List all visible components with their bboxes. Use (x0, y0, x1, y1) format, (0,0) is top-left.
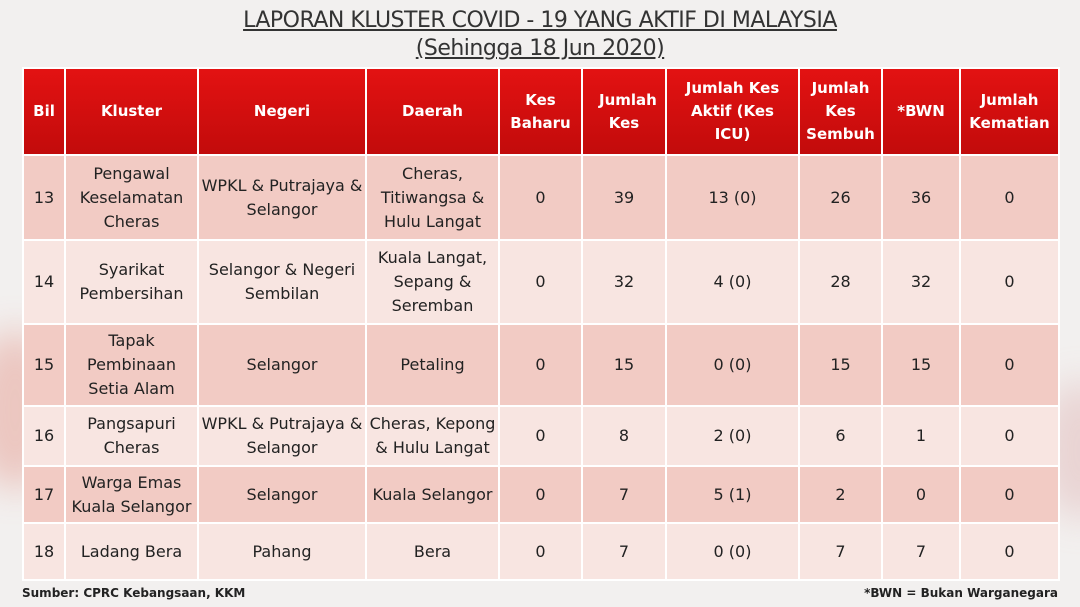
cell-kes-sembuh: 2 (799, 466, 882, 523)
cell-kes-baharu: 0 (499, 324, 582, 406)
cell-bwn: 1 (882, 406, 960, 466)
cell-bwn: 7 (882, 523, 960, 580)
cell-daerah: Cheras, Titiwangsa & Hulu Langat (366, 155, 499, 240)
cell-negeri: Pahang (198, 523, 366, 580)
cell-daerah: Petaling (366, 324, 499, 406)
header-jumlah-kes-sembuh: Jumlah Kes Sembuh (799, 68, 882, 155)
cell-bil: 15 (23, 324, 65, 406)
cell-kes-baharu: 0 (499, 466, 582, 523)
cell-daerah: Kuala Selangor (366, 466, 499, 523)
cell-bil: 13 (23, 155, 65, 240)
cell-bwn: 32 (882, 240, 960, 324)
header-jumlah-kes: Jumlah Kes (582, 68, 666, 155)
cell-negeri: WPKL & Putrajaya & Selangor (198, 155, 366, 240)
cell-kes-baharu: 0 (499, 240, 582, 324)
cell-kematian: 0 (960, 324, 1059, 406)
cell-kematian: 0 (960, 240, 1059, 324)
cell-jumlah-kes: 39 (582, 155, 666, 240)
header-jumlah-kematian: Jumlah Kematian (960, 68, 1059, 155)
cell-daerah: Bera (366, 523, 499, 580)
cell-kes-sembuh: 26 (799, 155, 882, 240)
cell-jumlah-kes: 15 (582, 324, 666, 406)
cell-kematian: 0 (960, 155, 1059, 240)
cell-kluster: Tapak Pembinaan Setia Alam (65, 324, 198, 406)
header-kes-baharu: Kes Baharu (499, 68, 582, 155)
cell-kes-baharu: 0 (499, 406, 582, 466)
cell-kes-aktif: 4 (0) (666, 240, 799, 324)
page-title: LAPORAN KLUSTER COVID - 19 YANG AKTIF DI MALAYSIA (243, 8, 837, 33)
page-subtitle: (Sehingga 18 Jun 2020) (415, 36, 665, 61)
cell-jumlah-kes: 8 (582, 406, 666, 466)
cell-kematian: 0 (960, 466, 1059, 523)
cell-daerah: Cheras, Kepong & Hulu Langat (366, 406, 499, 466)
cell-bil: 18 (23, 523, 65, 580)
header-bil: Bil (23, 68, 65, 155)
table-header-row (23, 68, 1059, 155)
cell-jumlah-kes: 7 (582, 523, 666, 580)
cell-kluster: Pangsapuri Cheras (65, 406, 198, 466)
bwn-footnote: *BWN = Bukan Warganegara (864, 586, 1058, 600)
table-row (23, 523, 1059, 580)
cell-kes-aktif: 13 (0) (666, 155, 799, 240)
table-row (23, 466, 1059, 523)
table-row (23, 406, 1059, 466)
table-row (23, 240, 1059, 324)
cell-kes-aktif: 0 (0) (666, 324, 799, 406)
cell-kes-aktif: 0 (0) (666, 523, 799, 580)
cluster-table (22, 67, 1060, 581)
cell-kluster: Syarikat Pembersihan (65, 240, 198, 324)
header-jumlah-kes-aktif: Jumlah Kes Aktif (Kes ICU) (666, 68, 799, 155)
cell-negeri: WPKL & Putrajaya & Selangor (198, 406, 366, 466)
cell-negeri: Selangor (198, 324, 366, 406)
cell-kes-aktif: 5 (1) (666, 466, 799, 523)
cell-kluster: Warga Emas Kuala Selangor (65, 466, 198, 523)
cell-kes-baharu: 0 (499, 155, 582, 240)
table-row (23, 155, 1059, 240)
cell-bil: 16 (23, 406, 65, 466)
table-row (23, 324, 1059, 406)
cell-bil: 14 (23, 240, 65, 324)
cell-bwn: 36 (882, 155, 960, 240)
cell-kluster: Pengawal Keselamatan Cheras (65, 155, 198, 240)
header-kluster: Kluster (65, 68, 198, 155)
cell-negeri: Selangor & Negeri Sembilan (198, 240, 366, 324)
cell-kes-baharu: 0 (499, 523, 582, 580)
header-negeri: Negeri (198, 68, 366, 155)
cell-kluster: Ladang Bera (65, 523, 198, 580)
cell-negeri: Selangor (198, 466, 366, 523)
cell-kematian: 0 (960, 523, 1059, 580)
source-note: Sumber: CPRC Kebangsaan, KKM (22, 586, 246, 600)
header-bwn: *BWN (882, 68, 960, 155)
cell-kes-sembuh: 6 (799, 406, 882, 466)
cell-bil: 17 (23, 466, 65, 523)
cell-jumlah-kes: 7 (582, 466, 666, 523)
cell-bwn: 0 (882, 466, 960, 523)
cell-jumlah-kes: 32 (582, 240, 666, 324)
cell-kes-sembuh: 28 (799, 240, 882, 324)
cell-bwn: 15 (882, 324, 960, 406)
cell-daerah: Kuala Langat, Sepang & Seremban (366, 240, 499, 324)
cell-kes-sembuh: 7 (799, 523, 882, 580)
header-daerah: Daerah (366, 68, 499, 155)
cell-kes-sembuh: 15 (799, 324, 882, 406)
cell-kematian: 0 (960, 406, 1059, 466)
cell-kes-aktif: 2 (0) (666, 406, 799, 466)
